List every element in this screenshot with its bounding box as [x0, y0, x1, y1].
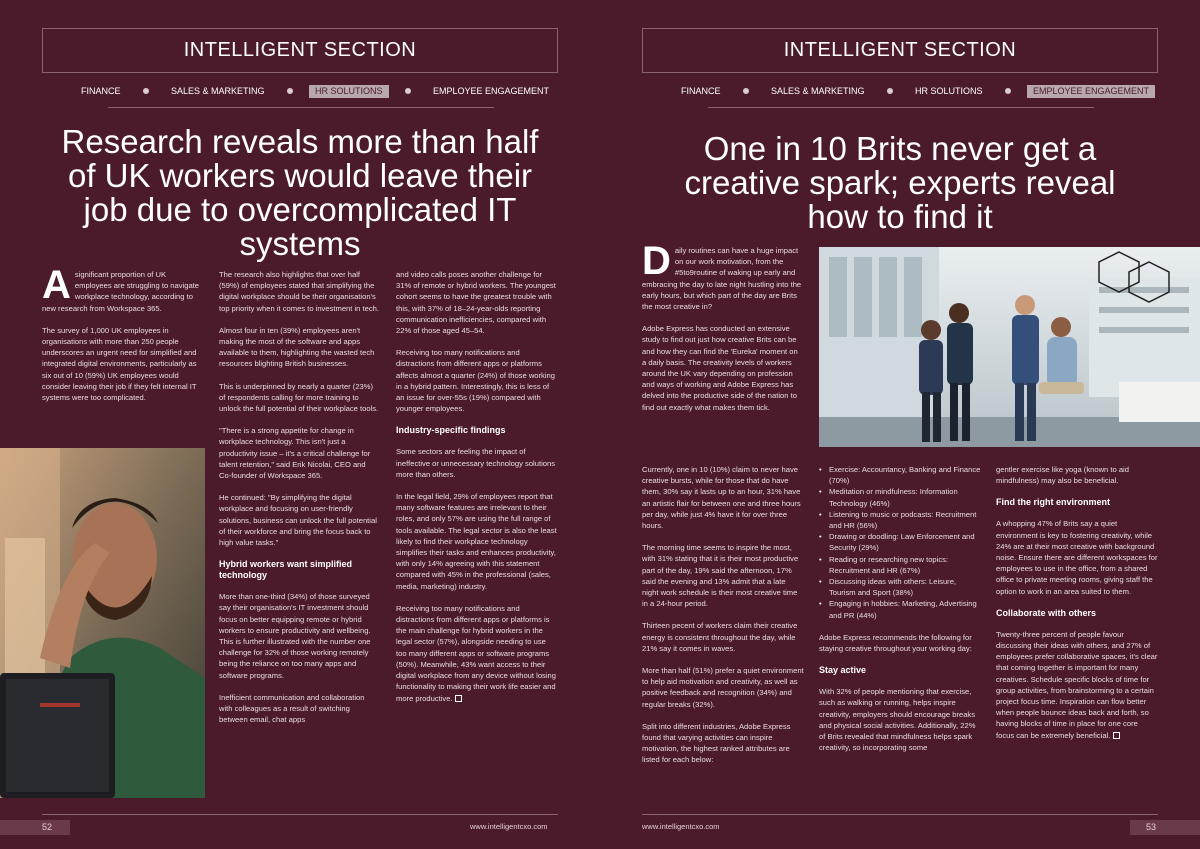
article-photo: [819, 247, 1200, 447]
paragraph: A whopping 47% of Brits say a quiet environment is key to fostering creativity, while 24% are at their most creative with background noise. Ensure there are different workspaces for employees to use in the office, from a shared office to private meeting rooms, giving staff the option to work in an area suited to them.: [996, 519, 1158, 596]
section-nav: [75, 84, 555, 98]
page-number: 53: [1130, 820, 1200, 835]
paragraph: In the legal field, 29% of employees report that many software features are irrelevant to their roles, and only 57% are using the full range of tools available. The legal sector is also the least likely to find their workplace technology simplifies their tasks and enhances productivity, with only 14% agreeing with this statement compared with 45% in the professional (sales, media, marketing) industry.: [396, 492, 557, 591]
subheading: Collaborate with others: [996, 607, 1097, 618]
article-intro: [642, 239, 804, 424]
paragraph: and video calls poses another challenge for 31% of remote or hybrid workers. The youngest cohort seems to have the greatest trouble with this, with 37% of 18–24-year-olds reporting communication inefficiencies, compared with 22% of those aged 45–54.: [396, 270, 556, 336]
nav-dot-icon: [1005, 88, 1011, 94]
nav-hr-solutions[interactable]: HR SOLUTIONS: [914, 85, 983, 96]
paragraph: The research also highlights that over half (59%) of employees stated that simplifying the digital workplace should be their organisation's top priority when it comes to investment in tech.: [219, 270, 379, 313]
subheading: Hybrid workers want simplified technology: [219, 559, 353, 581]
article-column-2: [219, 269, 379, 737]
paragraph: Inefficient communication and collaboration with colleagues as a result of switching between email, chat apps: [219, 692, 365, 725]
paragraph: More than half (51%) prefer a quiet environment to help aid motivation and creativity, as well as positive feedback and recognition (34%) and regular breaks (32%).: [642, 666, 804, 709]
footer-url[interactable]: www.intelligentcxo.com: [470, 822, 548, 831]
page-number: 52: [0, 820, 70, 835]
paragraph: gentler exercise like yoga (known to aid mindfulness) may also be beneficial.: [996, 465, 1129, 486]
article-headline: Research reveals more than half of UK workers would leave their job due to overcomplicated IT systems: [61, 123, 539, 262]
office-meeting-image: [819, 247, 1200, 447]
paragraph: He continued: "By simplifying the digital workplace and focusing on user-friendly solutions, business can unlock the full potential of their workforce and bring the focus back to high value tasks.": [219, 493, 377, 548]
nav-employee-engagement[interactable]: EMPLOYEE ENGAGEMENT: [432, 85, 549, 96]
article-column-1: [642, 464, 804, 777]
article-column-1: [42, 263, 204, 414]
footer-url[interactable]: www.intelligentcxo.com: [642, 822, 720, 831]
paragraph: With 32% of people mentioning that exercise, such as walking or running, helps inspire creativity, employers should encourage breaks and physical social activities. Additionally, 22% of Brits revealed that mindfulness helps spark creativity, so incorporating some: [819, 687, 976, 753]
list-item: • Listening to music or podcasts: Recruitment and HR (56%): [819, 509, 981, 531]
nav-hr-solutions[interactable]: HR SOLUTIONS: [309, 85, 389, 98]
footer-divider: [42, 814, 558, 815]
nav-employee-engagement[interactable]: EMPLOYEE ENGAGEMENT: [1027, 85, 1155, 98]
footer-divider: [642, 814, 1158, 815]
end-mark-icon: [1113, 732, 1120, 739]
paragraph: Split into different industries, Adobe Express found that varying activities can inspire motivation, the highest ranked attributes are listed for each below:: [642, 721, 791, 765]
end-mark-icon: [455, 695, 462, 702]
paragraph: Some sectors are feeling the impact of ineffective or unnecessary technology solutions more than others.: [396, 447, 556, 479]
nav-dot-icon: [743, 88, 749, 94]
list-item: • Exercise: Accountancy, Banking and Finance (70%): [819, 464, 981, 486]
drop-cap: A: [42, 263, 71, 307]
nav-sales-marketing[interactable]: SALES & MARKETING: [170, 85, 265, 96]
industry-list: [819, 464, 981, 621]
list-item: • Discussing ideas with others: Leisure, Tourism and Sport (38%): [819, 576, 981, 598]
paragraph: The morning time seems to inspire the most, with 31% stating that it is their most productive part of the day, 19% said the afternoon, 17% said the evening and 13% admit that a late night work schedule is their most creative time in a 24-hour period.: [642, 543, 799, 609]
article-photo: [0, 448, 205, 798]
section-nav: [675, 84, 1155, 98]
nav-finance[interactable]: FINANCE: [81, 85, 121, 96]
paragraph: The survey of 1,000 UK employees in organisations with more than 250 people underscores an urgent need for simplified and integrated digital environments, particularly as six out of 10 (59%) UK employees would consider leaving their job if they felt internal IT systems were too complicated.: [42, 325, 197, 403]
paragraph: Receiving too many notifications and distractions from different apps or platforms is the main challenge for hybrid workers in the legal sector (57%), alongside needing to use too many different apps or software programs (50%). Meanwhile, 43% want access to their digital workplace from any device without losing functionality to making their work life easier and more productive.: [396, 603, 556, 703]
subheading: Industry-specific findings: [396, 425, 506, 436]
paragraph: Adobe Express recommends the following for staying creative throughout your working day:: [819, 632, 972, 654]
list-item: • Reading or researching new topics: Recruitment and HR (67%): [819, 554, 981, 576]
list-item: • Drawing or doodling: Law Enforcement and Security (29%): [819, 531, 981, 553]
paragraph: significant proportion of UK employees are struggling to navigate workplace technology, according to new research from Workspace 365.: [42, 270, 199, 313]
paragraph: Twenty-three percent of people favour discussing their ideas with others, and 27% of employees prefer collaborative spaces, it's clear that coming together is important for many creatives. Schedule specific blocks of time for group activities, from brainstorming to a certain project focus time. Inspiration can flow better when people bounce ideas back and forth, so having blocks of time in place for one core focus can be extremely beneficial.: [996, 629, 1158, 740]
article-headline: One in 10 Brits never get a creative spark; experts reveal how to find it: [684, 130, 1116, 235]
nav-sales-marketing[interactable]: SALES & MARKETING: [770, 85, 865, 96]
article-column-3: [396, 269, 558, 715]
article-column-2: [819, 464, 981, 764]
list-item: • Engaging in hobbies: Marketing, Advertising and PR (44%): [819, 598, 981, 620]
paragraph: Almost four in ten (39%) employees aren't making the most of the software and apps available to them, highlighting the wasted tech resources blighting British businesses.: [219, 325, 375, 369]
nav-finance[interactable]: FINANCE: [681, 85, 721, 96]
paragraph: Currently, one in 10 (10%) claim to never have creative bursts, while for those that do have them, 30% say it lasts up to an hour, 31% have an artistic flair for between one and three hours per day, while just 4% have it for over three hours.: [642, 465, 801, 531]
nav-dot-icon: [405, 88, 411, 94]
right-page: [600, 0, 1200, 849]
nav-divider: [708, 107, 1094, 108]
article-column-3: [996, 464, 1158, 752]
drop-cap: D: [642, 239, 671, 283]
paragraph: aily routines can have a huge impact on our work motivation, from the #5to9routine of waking up early and embracing the day to late night hustling into the early hours, but which part of the day are Brits the most creative in?: [642, 246, 802, 312]
paragraph: More than one-third (34%) of those surveyed say their organisation's IT investment should focus on better equipping remote or hybrid workers to ensure productivity and wellbeing. This is further illustrated with the number one challenge for 32% of those working remotely being the reliance on too many apps and software programs.: [219, 592, 371, 680]
paragraph: Thirteen pecent of workers claim their creative energy is consistent throughout the day, while 21% say it comes in waves.: [642, 621, 798, 653]
nav-dot-icon: [143, 88, 149, 94]
section-title: INTELLIGENT SECTION: [42, 28, 558, 73]
stressed-worker-image: [0, 448, 205, 798]
paragraph: "There is a strong appetite for change in workplace technology. This isn't just a productivity issue – it's a critical challenge for talent retention," said Erik Nicolai, CEO and Co-founder of Workspace 365.: [219, 426, 371, 481]
paragraph: This is underpinned by nearly a quarter (23%) of respondents calling for more training to unlock the full potential of their workplace tools.: [219, 381, 379, 414]
subheading: Find the right environment: [996, 497, 1110, 508]
subheading: Stay active: [819, 665, 867, 676]
paragraph: Receiving too many notifications and distractions from different apps or platforms affects almost a quarter (24%) of those working in a hybrid pattern. Interestingly, this is less of an issue for over-55s (19%) compared with younger employees.: [396, 348, 555, 414]
list-item: • Meditation or mindfulness: Information Technology (46%): [819, 486, 981, 508]
nav-dot-icon: [887, 88, 893, 94]
section-title: INTELLIGENT SECTION: [642, 28, 1158, 73]
paragraph: Adobe Express has conducted an extensive study to find out just how creative Brits can be and how they can find the 'Eureka' moment on a daily basis. The creativity levels of workers around the UK vary depending on profession and ways of working and Adobe Express has delved into the productive side of the nation to find out exactly what makes them tick.: [642, 324, 798, 412]
nav-dot-icon: [287, 88, 293, 94]
nav-divider: [108, 107, 494, 108]
